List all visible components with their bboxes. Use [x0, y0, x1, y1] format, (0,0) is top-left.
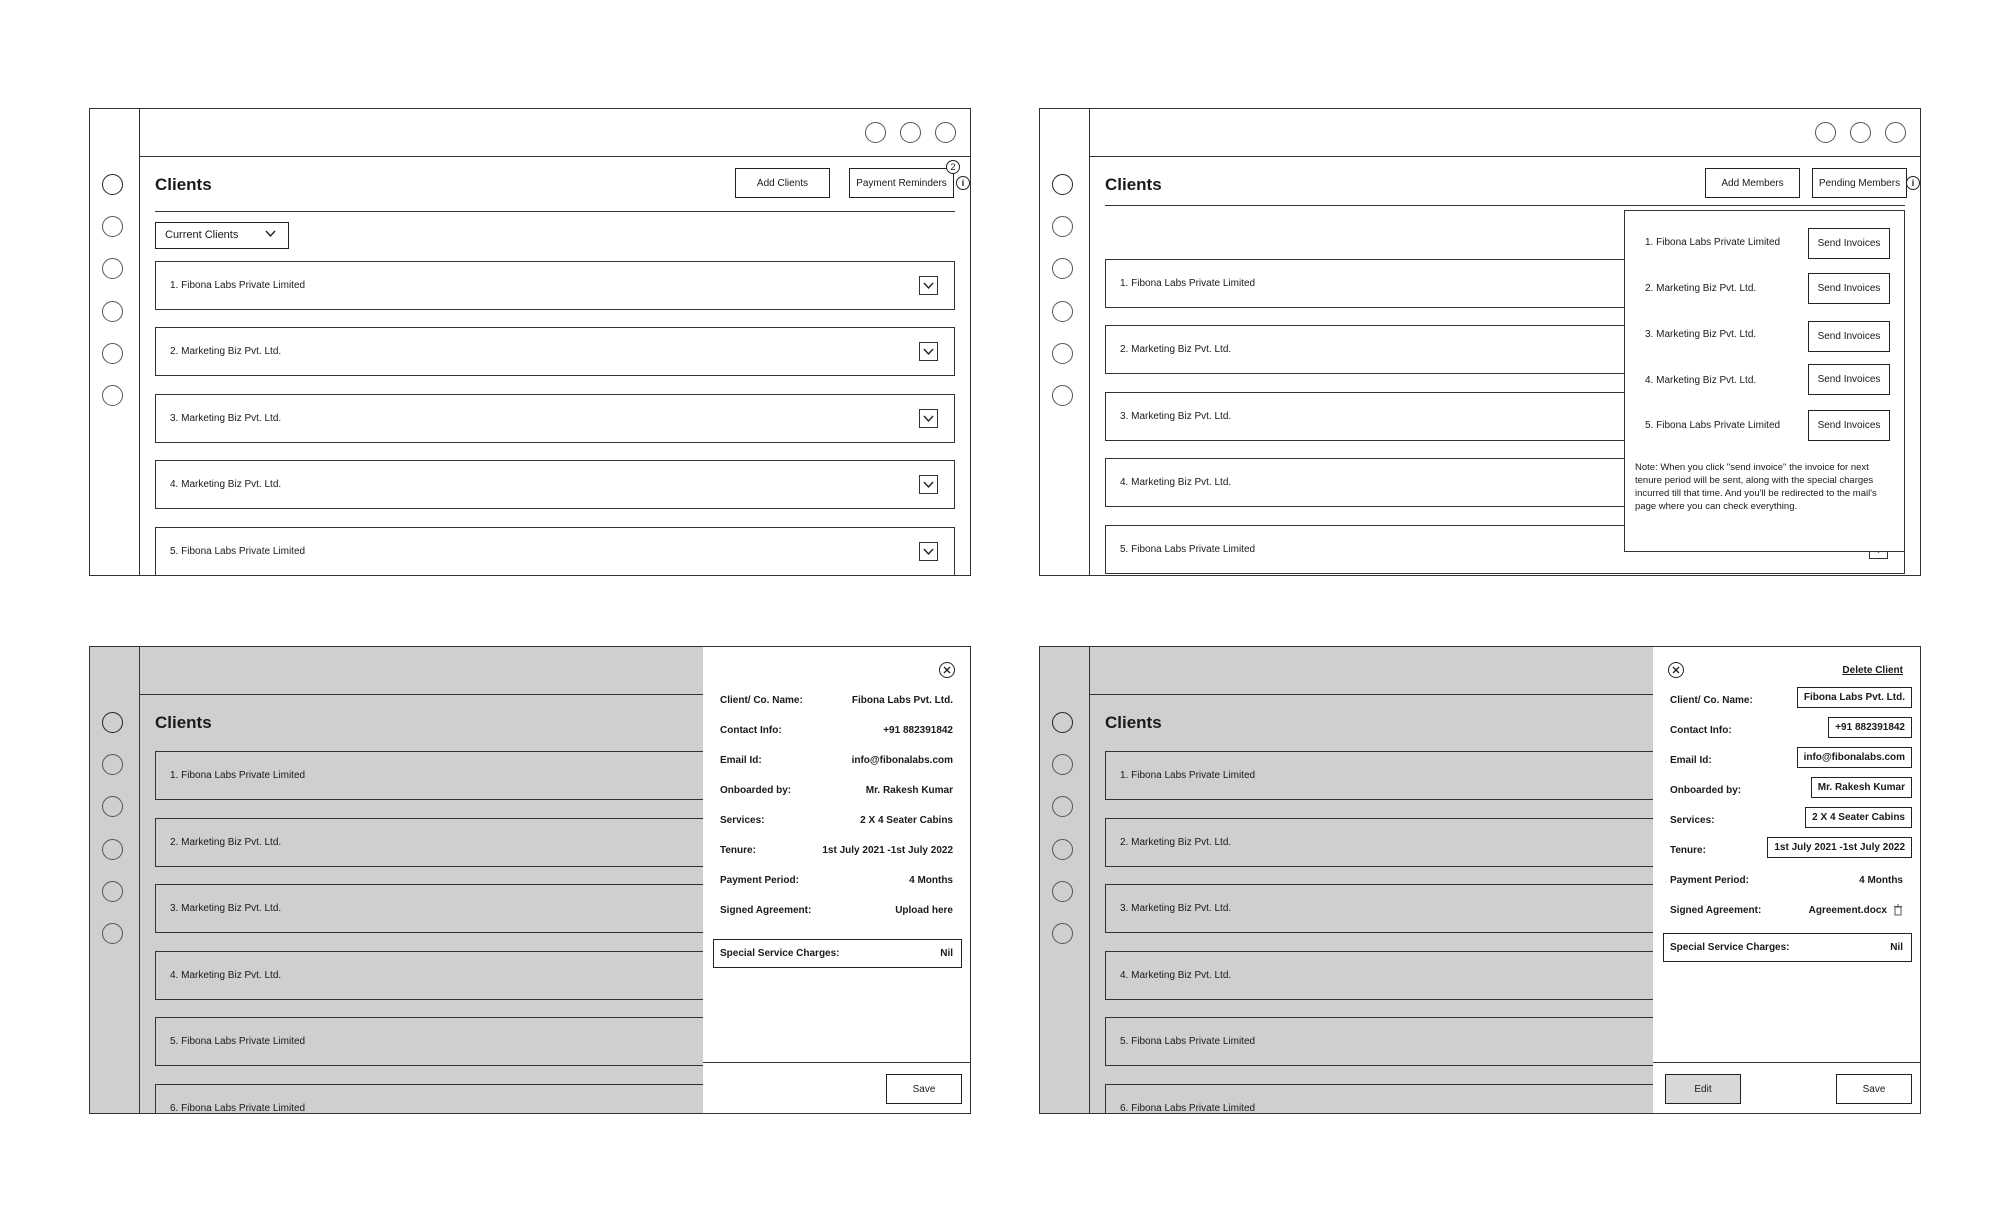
- chevron-down-icon[interactable]: [919, 542, 938, 561]
- chevron-down-icon[interactable]: [919, 409, 938, 428]
- sidebar-item-2[interactable]: [1052, 754, 1073, 775]
- sidebar-item-4[interactable]: [1052, 839, 1073, 860]
- detail-label: Tenure:: [1670, 845, 1706, 856]
- pending-members-button[interactable]: Pending Members: [1812, 168, 1907, 198]
- add-clients-button[interactable]: Add Clients: [735, 168, 830, 198]
- wireframe-client-edit: [1039, 646, 1921, 1114]
- sidebar: [90, 647, 140, 1113]
- sidebar-item-2[interactable]: [1052, 216, 1073, 237]
- sidebar-item-2[interactable]: [102, 216, 123, 237]
- client-row[interactable]: [155, 527, 955, 576]
- chevron-down-icon[interactable]: [919, 475, 938, 494]
- detail-label: Onboarded by:: [720, 785, 792, 796]
- chevron-down-icon[interactable]: [919, 276, 938, 295]
- wireframe-pending-members: [1039, 108, 1921, 576]
- sidebar: [90, 109, 140, 575]
- pending-member-item: 4. Marketing Biz Pvt. Ltd.: [1645, 375, 1757, 386]
- detail-value: +91 882391842: [883, 725, 953, 736]
- delete-client-link[interactable]: Delete Client: [1842, 665, 1903, 676]
- client-row-label: 1. Fibona Labs Private Limited: [1120, 278, 1256, 289]
- sidebar-item-3[interactable]: [1052, 258, 1073, 279]
- header-divider: [155, 211, 955, 212]
- detail-value: 2 X 4 Seater Cabins: [860, 815, 953, 826]
- sidebar-item-6[interactable]: [102, 385, 123, 406]
- detail-label: Contact Info:: [1670, 725, 1732, 736]
- pending-member-item: 5. Fibona Labs Private Limited: [1645, 420, 1781, 431]
- panel-footer-divider: [1653, 1062, 1920, 1063]
- client-row[interactable]: [155, 261, 955, 310]
- add-members-button[interactable]: Add Members: [1705, 168, 1800, 198]
- client-row-label: 4. Marketing Biz Pvt. Ltd.: [170, 970, 282, 981]
- detail-label: Signed Agreement:: [720, 905, 812, 916]
- client-row-label: 5. Fibona Labs Private Limited: [1120, 544, 1256, 555]
- window-button-2[interactable]: [900, 122, 921, 143]
- pending-members-popover: [1624, 210, 1905, 552]
- send-invoices-button[interactable]: Send Invoices: [1808, 410, 1890, 441]
- detail-value: 1st July 2021 -1st July 2022: [822, 845, 953, 856]
- client-name-input[interactable]: Fibona Labs Pvt. Ltd.: [1797, 687, 1912, 708]
- save-button[interactable]: Save: [1836, 1074, 1912, 1104]
- trash-icon[interactable]: [1893, 904, 1903, 919]
- client-details-panel: [703, 647, 970, 1113]
- detail-value: Fibona Labs Pvt. Ltd.: [851, 695, 953, 706]
- client-row-label: 6. Fibona Labs Private Limited: [1120, 1103, 1256, 1114]
- save-button[interactable]: Save: [886, 1074, 962, 1104]
- sidebar-item-3[interactable]: [1052, 796, 1073, 817]
- detail-label: Client/ Co. Name:: [1670, 695, 1753, 706]
- detail-label: Special Service Charges:: [1670, 942, 1790, 953]
- window-button-1[interactable]: [865, 122, 886, 143]
- client-row[interactable]: [155, 394, 955, 443]
- sidebar-item-5[interactable]: [1052, 343, 1073, 364]
- close-icon[interactable]: [939, 662, 955, 678]
- client-row-label: 4. Marketing Biz Pvt. Ltd.: [170, 479, 282, 490]
- panel-footer-divider: [703, 1062, 970, 1063]
- sidebar-item-5[interactable]: [1052, 881, 1073, 902]
- detail-label: Payment Period:: [720, 875, 799, 886]
- send-invoices-button[interactable]: Send Invoices: [1808, 228, 1890, 259]
- pending-member-item: 1. Fibona Labs Private Limited: [1645, 237, 1781, 248]
- chevron-down-icon: [265, 229, 276, 241]
- detail-label: Tenure:: [720, 845, 756, 856]
- info-icon[interactable]: i: [1906, 176, 1920, 190]
- detail-value: info@fibonalabs.com: [851, 755, 953, 766]
- wireframe-client-details: [89, 646, 971, 1114]
- client-edit-panel: [1653, 647, 1920, 1113]
- client-row-label: 6. Fibona Labs Private Limited: [170, 1103, 306, 1114]
- pending-member-item: 3. Marketing Biz Pvt. Ltd.: [1645, 329, 1757, 340]
- detail-value: Nil: [940, 948, 953, 959]
- page-title: Clients: [155, 175, 212, 194]
- top-bar: [140, 109, 970, 157]
- detail-label: Contact Info:: [720, 725, 782, 736]
- client-filter-value: Current Clients: [165, 229, 239, 241]
- client-row-label: 3. Marketing Biz Pvt. Ltd.: [1120, 411, 1232, 422]
- info-icon[interactable]: i: [956, 176, 970, 190]
- sidebar-item-1[interactable]: [102, 174, 123, 195]
- sidebar-item-1[interactable]: [1052, 712, 1073, 733]
- detail-value: 4 Months: [909, 875, 953, 886]
- top-bar: [1090, 109, 1920, 157]
- sidebar-item-6[interactable]: [102, 923, 123, 944]
- sidebar-item-1[interactable]: [1052, 174, 1073, 195]
- client-row-label: 5. Fibona Labs Private Limited: [1120, 1036, 1256, 1047]
- client-row[interactable]: [155, 460, 955, 509]
- window-button-3[interactable]: [1885, 122, 1906, 143]
- sidebar-item-6[interactable]: [1052, 923, 1073, 944]
- client-row-label: 3. Marketing Biz Pvt. Ltd.: [1120, 903, 1232, 914]
- upload-link[interactable]: Upload here: [895, 905, 953, 916]
- onboarded-by-input[interactable]: Mr. Rakesh Kumar: [1811, 777, 1912, 798]
- sidebar: [1040, 647, 1090, 1113]
- detail-label: Special Service Charges:: [720, 948, 840, 959]
- detail-label: Client/ Co. Name:: [720, 695, 803, 706]
- send-invoices-button[interactable]: Send Invoices: [1808, 321, 1890, 352]
- pending-member-item: 2. Marketing Biz Pvt. Ltd.: [1645, 283, 1757, 294]
- email-input[interactable]: info@fibonalabs.com: [1797, 747, 1912, 768]
- sidebar-item-2[interactable]: [102, 754, 123, 775]
- sidebar-item-4[interactable]: [1052, 301, 1073, 322]
- client-row-label: 1. Fibona Labs Private Limited: [170, 280, 306, 291]
- chevron-down-icon[interactable]: [919, 342, 938, 361]
- sidebar-item-3[interactable]: [102, 796, 123, 817]
- detail-value: 4 Months: [1859, 875, 1903, 886]
- payment-reminders-button[interactable]: Payment Reminders: [849, 168, 954, 198]
- edit-button[interactable]: Edit: [1665, 1074, 1741, 1104]
- send-invoices-button[interactable]: Send Invoices: [1808, 364, 1890, 395]
- notification-count-badge: 2: [946, 160, 960, 174]
- detail-value: Mr. Rakesh Kumar: [865, 785, 953, 796]
- wireframe-client-list: [89, 108, 971, 576]
- page-title: Clients: [1105, 713, 1162, 732]
- client-row-label: 2. Marketing Biz Pvt. Ltd.: [170, 346, 282, 357]
- client-row-label: 1. Fibona Labs Private Limited: [170, 770, 306, 781]
- window-button-2[interactable]: [1850, 122, 1871, 143]
- client-row[interactable]: [155, 327, 955, 376]
- contact-input[interactable]: +91 882391842: [1828, 717, 1912, 738]
- sidebar: [1040, 109, 1090, 575]
- sidebar-item-5[interactable]: [102, 881, 123, 902]
- client-row-label: 4. Marketing Biz Pvt. Ltd.: [1120, 970, 1232, 981]
- sidebar-item-4[interactable]: [102, 301, 123, 322]
- client-row-label: 4. Marketing Biz Pvt. Ltd.: [1120, 477, 1232, 488]
- sidebar-item-5[interactable]: [102, 343, 123, 364]
- special-charges-field[interactable]: [1663, 933, 1912, 962]
- header-divider: [1105, 205, 1905, 206]
- sidebar-item-4[interactable]: [102, 839, 123, 860]
- detail-label: Signed Agreement:: [1670, 905, 1762, 916]
- detail-value: Nil: [1890, 942, 1903, 953]
- client-row-label: 2. Marketing Biz Pvt. Ltd.: [170, 837, 282, 848]
- detail-label: Payment Period:: [1670, 875, 1749, 886]
- window-button-3[interactable]: [935, 122, 956, 143]
- client-row-label: 2. Marketing Biz Pvt. Ltd.: [1120, 837, 1232, 848]
- detail-label: Email Id:: [1670, 755, 1712, 766]
- client-row-label: 3. Marketing Biz Pvt. Ltd.: [170, 413, 282, 424]
- client-row-label: 2. Marketing Biz Pvt. Ltd.: [1120, 344, 1232, 355]
- detail-label: Services:: [720, 815, 765, 826]
- detail-label: Services:: [1670, 815, 1715, 826]
- invoice-note: Note: When you click "send invoice" the invoice for next tenure period will be sent, along with the special charges incurred till that time. And you'll be redirected to the mail's page where you can check everything.: [1635, 462, 1877, 512]
- client-row-label: 5. Fibona Labs Private Limited: [170, 546, 306, 557]
- tenure-input[interactable]: 1st July 2021 -1st July 2022: [1767, 837, 1912, 858]
- sidebar-item-3[interactable]: [102, 258, 123, 279]
- detail-label: Email Id:: [720, 755, 762, 766]
- special-charges-field[interactable]: [713, 939, 962, 968]
- agreement-file-link[interactable]: Agreement.docx: [1808, 905, 1887, 916]
- services-input[interactable]: 2 X 4 Seater Cabins: [1805, 807, 1912, 828]
- send-invoices-button[interactable]: Send Invoices: [1808, 273, 1890, 304]
- window-button-1[interactable]: [1815, 122, 1836, 143]
- sidebar-item-1[interactable]: [102, 712, 123, 733]
- sidebar-item-6[interactable]: [1052, 385, 1073, 406]
- client-row-label: 1. Fibona Labs Private Limited: [1120, 770, 1256, 781]
- page-title: Clients: [155, 713, 212, 732]
- close-icon[interactable]: [1668, 662, 1684, 678]
- page-title: Clients: [1105, 175, 1162, 194]
- client-row-label: 3. Marketing Biz Pvt. Ltd.: [170, 903, 282, 914]
- detail-label: Onboarded by:: [1670, 785, 1742, 796]
- client-filter-dropdown[interactable]: [155, 222, 289, 249]
- client-row-label: 5. Fibona Labs Private Limited: [170, 1036, 306, 1047]
